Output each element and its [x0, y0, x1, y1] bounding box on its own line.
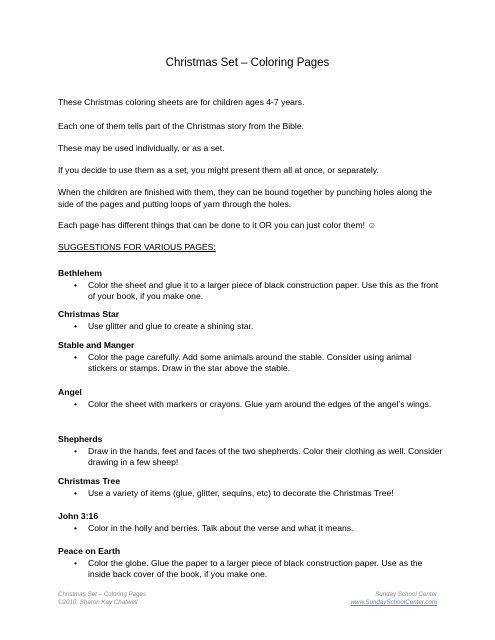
- list-item: [58, 446, 443, 469]
- section-heading: John 3:16: [58, 511, 99, 521]
- section-angel: [58, 387, 443, 410]
- bullet-icon: •: [74, 557, 78, 568]
- section-heading: Peace on Earth: [58, 546, 121, 556]
- list-item: [58, 352, 443, 375]
- bullet-icon: •: [74, 398, 78, 409]
- bullet-icon: •: [74, 522, 78, 533]
- suggestions-heading: SUGGESTIONS FOR VARIOUS PAGES:: [58, 242, 216, 252]
- list-item: [58, 280, 443, 303]
- section-john-3-16: [58, 511, 443, 534]
- bullet-icon: •: [74, 487, 78, 498]
- bullet-icon: •: [74, 445, 78, 456]
- footer-website-link[interactable]: www.SundaySchoolCenter.com: [350, 599, 437, 607]
- bullet-text: Color the globe. Glue the paper to a larger piece of black construction paper. Use as the inside back cover of the book, if you make one.: [88, 557, 423, 580]
- bullet-icon: •: [74, 320, 78, 331]
- footer-copyright: ©2010, Sharon Kay Chatwell: [58, 599, 138, 607]
- intro-paragraph-1: These Christmas coloring sheets are for children ages 4-7 years.: [58, 97, 305, 107]
- bullet-text: Use a variety of items (glue, glitter, sequins, etc) to decorate the Christmas Tree!: [88, 487, 394, 498]
- list-item: [58, 399, 443, 411]
- intro-paragraph-4: If you decide to use them as a set, you might present them all at once, or separately.: [58, 165, 379, 175]
- section-bethlehem: [58, 268, 443, 303]
- section-christmas-star: [58, 309, 443, 332]
- list-item: [58, 321, 443, 333]
- section-christmas-tree: [58, 476, 443, 499]
- footer-site-name: Sunday School Center: [375, 591, 437, 598]
- bullet-text: Draw in the hands, feet and faces of the two shepherds. Color their clothing as well. Consider drawing in a few sheep!: [88, 445, 443, 468]
- page-title: Christmas Set – Coloring Pages: [165, 57, 330, 69]
- list-item: [58, 523, 443, 535]
- section-heading: Angel: [58, 387, 82, 397]
- list-item: [58, 488, 443, 500]
- section-heading: Stable and Manger: [58, 340, 135, 350]
- list-item: [58, 558, 443, 581]
- footer-left: [58, 591, 146, 608]
- intro-paragraph-2: Each one of them tells part of the Christmas story from the Bible.: [58, 121, 304, 131]
- bullet-icon: •: [74, 279, 78, 290]
- intro-paragraph-3: These may be used individually, or as a set.: [58, 143, 225, 153]
- intro-paragraph-5: When the children are finished with them, they can be bound together by punching holes along the side of the pages and putting loops of yarn through the holes.: [58, 187, 433, 209]
- intro-paragraph-6: Each page has different things that can be done to it OR you can just color them! ☺: [58, 220, 377, 230]
- section-heading: Shepherds: [58, 434, 103, 444]
- section-heading: Christmas Star: [58, 309, 120, 319]
- bullet-text: Color the page carefully. Add some animals around the stable. Consider using animal stickers or stamps. Draw in the star above the stable.: [88, 351, 412, 374]
- footer-document-title: Christmas Set – Coloring Pages: [58, 591, 147, 598]
- section-shepherds: [58, 434, 443, 469]
- section-heading: Christmas Tree: [58, 476, 121, 486]
- bullet-text: Use glitter and glue to create a shining star.: [88, 320, 254, 331]
- bullet-text: Color in the holly and berries. Talk about the verse and what it means.: [88, 522, 354, 533]
- section-peace-on-earth: [58, 546, 443, 581]
- bullet-text: Color the sheet with markers or crayons. Glue yarn around the edges of the angel’s wings.: [88, 398, 432, 409]
- bullet-text: Color the sheet and glue it to a larger piece of black construction paper. Use this as the front of your book, if you make one.: [88, 279, 439, 302]
- bullet-icon: •: [74, 351, 78, 362]
- section-heading: Bethlehem: [58, 268, 102, 278]
- section-stable-and-manger: [58, 340, 443, 375]
- footer-right: [351, 591, 437, 608]
